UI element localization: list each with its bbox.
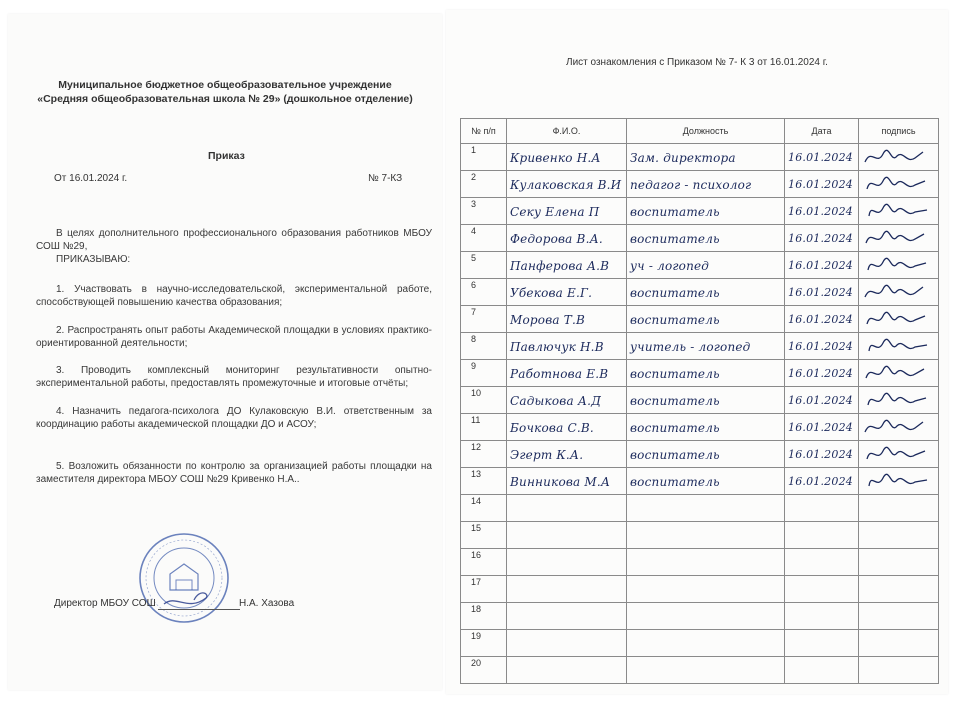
table-row [461, 333, 939, 360]
column-header-number: № п/п [461, 119, 507, 144]
row-number: 9 [461, 360, 507, 387]
row-signature-cell [859, 630, 939, 657]
handwritten-signature [861, 146, 935, 168]
row-position-cell [627, 603, 785, 630]
row-date: 16.01.2024 [788, 367, 853, 380]
row-date: 16.01.2024 [788, 151, 853, 164]
table-row [461, 360, 939, 387]
row-number: 5 [461, 252, 507, 279]
row-position-cell [627, 360, 785, 387]
row-fio-cell [507, 387, 627, 414]
row-fio: Морова Т.В [510, 313, 586, 327]
table-row [461, 144, 939, 171]
row-position: педагог - психолог [630, 178, 752, 192]
handwritten-signature [861, 389, 935, 411]
row-position-cell [627, 657, 785, 684]
row-fio-cell [507, 279, 627, 306]
handwritten-signature [861, 335, 935, 357]
row-signature-cell [859, 333, 939, 360]
row-fio: Федорова В.А. [510, 232, 603, 246]
handwritten-signature [861, 443, 935, 465]
row-position: Зам. директора [630, 151, 736, 165]
row-position: воспитатель [630, 394, 720, 408]
order-command: ПРИКАЗЫВАЮ: [56, 254, 131, 265]
row-date: 16.01.2024 [788, 232, 853, 245]
row-fio-cell [507, 360, 627, 387]
row-position: воспитатель [630, 286, 720, 300]
column-header-signature: подпись [859, 119, 939, 144]
row-date-cell [785, 279, 859, 306]
row-date-cell [785, 387, 859, 414]
row-signature-cell [859, 414, 939, 441]
table-row [461, 576, 939, 603]
row-number: 10 [461, 387, 507, 414]
row-date-cell [785, 414, 859, 441]
row-date-cell [785, 360, 859, 387]
row-number: 3 [461, 198, 507, 225]
table-row [461, 657, 939, 684]
table-row [461, 171, 939, 198]
table-row [461, 252, 939, 279]
row-position-cell [627, 171, 785, 198]
order-item-3: 3. Проводить комплексный мониторинг результативности опытно-экспериментальной работы, предоставлять промежуточные и итоговые отчёты; [36, 365, 432, 389]
order-item-5: 5. Возложить обязанности по контролю за организацией работы площадки на заместителя директора МБОУ СОШ №29 Кривенко Н.А.. [36, 461, 432, 485]
row-date-cell [785, 630, 859, 657]
table-body [461, 144, 939, 684]
row-signature-cell [859, 225, 939, 252]
row-position-cell [627, 468, 785, 495]
row-number: 12 [461, 441, 507, 468]
row-fio: Садыкова А.Д [510, 394, 602, 408]
row-fio-cell [507, 468, 627, 495]
row-date: 16.01.2024 [788, 205, 853, 218]
row-position-cell [627, 198, 785, 225]
row-fio-cell [507, 144, 627, 171]
row-fio: Павлючук Н.В [510, 340, 604, 354]
row-position-cell [627, 576, 785, 603]
row-signature-cell [859, 144, 939, 171]
row-date-cell [785, 576, 859, 603]
organization-name-line-2: «Средняя общеобразовательная школа № 29» (дошкольное отделение) [37, 93, 413, 105]
row-fio-cell [507, 441, 627, 468]
row-number: 20 [461, 657, 507, 684]
table-row [461, 198, 939, 225]
table-row [461, 306, 939, 333]
row-fio: Винникова М.А [510, 475, 611, 489]
row-position: воспитатель [630, 421, 720, 435]
row-signature-cell [859, 495, 939, 522]
row-fio: Кривенко Н.А [510, 151, 601, 165]
row-position-cell [627, 549, 785, 576]
row-position: воспитатель [630, 313, 720, 327]
row-date-cell [785, 171, 859, 198]
row-number: 4 [461, 225, 507, 252]
table-row [461, 522, 939, 549]
table-row [461, 630, 939, 657]
row-date-cell [785, 603, 859, 630]
row-fio: Работнова Е.В [510, 367, 609, 381]
column-header-fio: Ф.И.О. [507, 119, 627, 144]
row-number: 16 [461, 549, 507, 576]
signer-name: Н.А. Хазова [239, 598, 295, 609]
row-date-cell [785, 657, 859, 684]
row-signature-cell [859, 360, 939, 387]
row-signature-cell [859, 522, 939, 549]
table-row [461, 603, 939, 630]
row-date-cell [785, 549, 859, 576]
order-page [8, 14, 442, 690]
row-number: 6 [461, 279, 507, 306]
row-number: 19 [461, 630, 507, 657]
handwritten-signature [861, 281, 935, 303]
table-row [461, 225, 939, 252]
row-fio: Убекова Е.Г. [510, 286, 593, 300]
handwritten-signature [861, 227, 935, 249]
row-position: учитель - логопед [630, 340, 751, 354]
row-fio-cell [507, 171, 627, 198]
row-date: 16.01.2024 [788, 340, 853, 353]
row-number: 2 [461, 171, 507, 198]
table-row [461, 549, 939, 576]
acknowledgement-table [460, 118, 939, 684]
row-fio-cell [507, 549, 627, 576]
handwritten-signature [861, 200, 935, 222]
row-position: уч - логопед [630, 259, 710, 273]
row-position-cell [627, 522, 785, 549]
row-fio-cell [507, 657, 627, 684]
row-date: 16.01.2024 [788, 421, 853, 434]
row-position-cell [627, 225, 785, 252]
row-fio-cell [507, 333, 627, 360]
row-fio-cell [507, 576, 627, 603]
handwritten-signature [861, 254, 935, 276]
row-number: 11 [461, 414, 507, 441]
row-date: 16.01.2024 [788, 448, 853, 461]
row-position-cell [627, 144, 785, 171]
row-signature-cell [859, 576, 939, 603]
row-date-cell [785, 495, 859, 522]
acknowledgement-sheet [446, 10, 948, 694]
row-fio-cell [507, 630, 627, 657]
row-fio-cell [507, 252, 627, 279]
row-fio: Секу Елена П [510, 205, 600, 219]
row-number: 14 [461, 495, 507, 522]
row-date-cell [785, 198, 859, 225]
row-fio-cell [507, 495, 627, 522]
table-row [461, 468, 939, 495]
row-fio-cell [507, 603, 627, 630]
handwritten-signature [861, 308, 935, 330]
organization-header [8, 78, 442, 106]
table-row [461, 414, 939, 441]
row-number: 15 [461, 522, 507, 549]
row-number: 8 [461, 333, 507, 360]
handwritten-signature [861, 470, 935, 492]
row-fio: Кулаковская В.И [510, 178, 622, 192]
column-header-position: Должность [627, 119, 785, 144]
signer-title: Директор МБОУ СОШ [54, 598, 156, 609]
row-signature-cell [859, 198, 939, 225]
order-item-2: 2. Распространять опыт работы Академической площадки в условиях практико-ориентированной деятельности; [36, 325, 432, 349]
row-signature-cell [859, 279, 939, 306]
row-date-cell [785, 306, 859, 333]
row-date-cell [785, 333, 859, 360]
handwritten-signature [861, 416, 935, 438]
row-signature-cell [859, 171, 939, 198]
row-date-cell [785, 252, 859, 279]
table-row [461, 495, 939, 522]
row-position-cell [627, 279, 785, 306]
row-date: 16.01.2024 [788, 475, 853, 488]
row-number: 17 [461, 576, 507, 603]
row-position: воспитатель [630, 448, 720, 462]
row-date: 16.01.2024 [788, 394, 853, 407]
row-position-cell [627, 441, 785, 468]
row-position: воспитатель [630, 475, 720, 489]
order-number: № 7-КЗ [368, 173, 403, 184]
row-signature-cell [859, 306, 939, 333]
row-fio-cell [507, 225, 627, 252]
row-number: 18 [461, 603, 507, 630]
row-position-cell [627, 252, 785, 279]
row-fio-cell [507, 414, 627, 441]
row-date-cell [785, 441, 859, 468]
row-date: 16.01.2024 [788, 178, 853, 191]
row-position-cell [627, 414, 785, 441]
row-position-cell [627, 630, 785, 657]
table-row [461, 441, 939, 468]
row-date: 16.01.2024 [788, 313, 853, 326]
order-date: От 16.01.2024 г. [54, 173, 128, 184]
handwritten-signature [861, 362, 935, 384]
row-number: 1 [461, 144, 507, 171]
row-fio-cell [507, 522, 627, 549]
row-date: 16.01.2024 [788, 286, 853, 299]
row-position-cell [627, 495, 785, 522]
row-signature-cell [859, 657, 939, 684]
organization-name-line-1: Муниципальное бюджетное общеобразовательное учреждение [58, 79, 392, 91]
order-item-4: 4. Назначить педагога-психолога ДО Кулаковскую В.И. ответственным за координацию работы академической площадки ДО и АСОУ; [36, 406, 432, 430]
row-fio: Панферова А.В [510, 259, 610, 273]
row-fio: Эгерт К.А. [510, 448, 584, 462]
row-position-cell [627, 387, 785, 414]
row-position: воспитатель [630, 205, 720, 219]
row-signature-cell [859, 252, 939, 279]
school-stamp [136, 528, 232, 628]
row-date-cell [785, 144, 859, 171]
row-position: воспитатель [630, 367, 720, 381]
row-signature-cell [859, 603, 939, 630]
row-date-cell [785, 225, 859, 252]
order-item-1: 1. Участвовать в научно-исследовательской, экспериментальной работе, способствующей повышению качества образования; [36, 284, 432, 308]
row-date: 16.01.2024 [788, 259, 853, 272]
row-signature-cell [859, 468, 939, 495]
row-signature-cell [859, 441, 939, 468]
row-fio-cell [507, 306, 627, 333]
sheet-title: Лист ознакомления с Приказом № 7- К 3 от 16.01.2024 г. [566, 57, 828, 68]
row-number: 13 [461, 468, 507, 495]
table-row [461, 387, 939, 414]
row-position: воспитатель [630, 232, 720, 246]
order-intro: В целях дополнительного профессионального образования работников МБОУ СОШ №29, [36, 228, 432, 252]
signature-line [158, 609, 240, 610]
table-header-row [461, 119, 939, 144]
handwritten-signature [861, 173, 935, 195]
row-date-cell [785, 468, 859, 495]
row-signature-cell [859, 387, 939, 414]
column-header-date: Дата [785, 119, 859, 144]
row-position-cell [627, 306, 785, 333]
row-date-cell [785, 522, 859, 549]
document-title: Приказ [208, 150, 245, 162]
row-number: 7 [461, 306, 507, 333]
row-fio-cell [507, 198, 627, 225]
table-row [461, 279, 939, 306]
row-signature-cell [859, 549, 939, 576]
row-position-cell [627, 333, 785, 360]
row-fio: Бочкова С.В. [510, 421, 594, 435]
